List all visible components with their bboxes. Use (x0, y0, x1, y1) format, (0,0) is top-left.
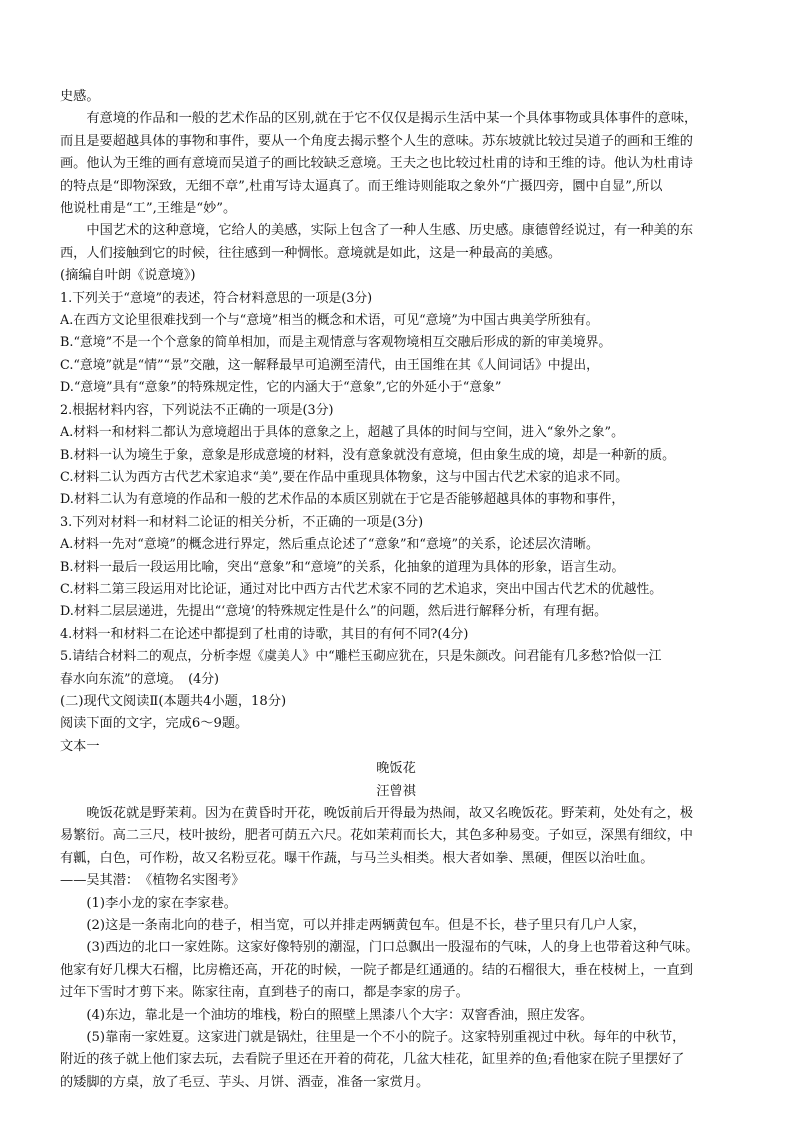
text-line: (3)西边的北口一家姓陈。这家好像特别的潮湿，门口总飘出一股湿布的气味，人的身上也带着这种气味。 (86, 940, 699, 956)
text-line: 汪曾祺 (376, 783, 416, 799)
text-line: 1.下列关于“意境”的表述，符合材料意思的一项是(3分) (60, 290, 373, 306)
text-line: B.材料一认为境生于象，意象是形成意境的材料，没有意象就没有意境，但由象生成的境，却是一种新的质。 (60, 447, 675, 463)
document-page (60, 86, 732, 1094)
text-line: (二)现代文阅读Ⅱ(本题共4小题，18分) (60, 693, 287, 709)
text-line: 易繁衍。高二三尺，枝叶披纷，肥者可荫五六尺。花如茉莉而长大，其色多种易变。子如豆，深黑有细纹，中 (60, 828, 693, 844)
text-line: 史感。 (60, 89, 100, 104)
text-line: (1)李小龙的家在李家巷。 (86, 895, 237, 911)
text-line: 有意境的作品和一般的艺术作品的区别,就在于它不仅仅是揭示生活中某一个具体事物或具体事件的意味， (86, 111, 698, 127)
text-line: 西，人们接触到它的时候，往往感到一种惆怅。意境就是如此，这是一种最高的美感。 (60, 245, 562, 261)
text-line: 画。他认为王维的画有意境而吴道子的画比较缺乏意境。王夫之也比较过杜甫的诗和王维的诗。他认为杜甫诗 (60, 156, 693, 172)
text-line: (摘编自叶朗《说意境》) (60, 268, 196, 284)
text-line: A.材料一和材料二都认为意境超出于具体的意象之上，超越了具体的时间与空间，进入“象外之象”。 (60, 425, 624, 441)
text-line: C.材料二认为西方古代艺术家追求“美”,要在作品中重现具体物象，这与中国古代艺术家的追求不同。 (60, 469, 629, 485)
text-line: 阅读下面的文字，完成6～9题。 (60, 716, 249, 732)
text-line: B.“意境”不是一个个意象的简单相加，而是主观情意与客观物境相互交融后形成的新的审美境界。 (60, 335, 612, 351)
text-line: 春水向东流”的意境。 (4分) (60, 671, 220, 687)
text-line: C.材料二第三段运用对比论证，通过对比中西方古代艺术家不同的艺术追求，突出中国古代艺术的优越性。 (60, 581, 663, 597)
text-line: (4)东边，靠北是一个油坊的堆栈，粉白的照壁上黑漆八个大字：双窨香油，照庄发客。 (86, 1007, 594, 1023)
text-line: D.材料二层层递进，先提出“‘意境’的特殊规定性是什么”的问题，然后进行解释分析，有理有据。 (60, 604, 607, 620)
text-line: 晚饭花就是野茉莉。因为在黄昏时开花，晚饭前后开得最为热闹，故又名晚饭花。野茉莉，处处有之，极 (86, 806, 694, 821)
text-line: 3.下列对材料一和材料二论证的相关分析，不正确的一项是(3分) (60, 514, 424, 530)
text-line: 他家有好几棵大石榴，比房檐还高，开花的时候，一院子都是红通通的。结的石榴很大，垂在枝树上，一直到 (60, 962, 693, 978)
text-line: C.“意境”就是“情”“景”交融，这一解释最早可追溯至清代，由王国维在其《人间词话》中提出， (60, 357, 599, 373)
text-line: ——吴其潜： 《植物名实图考》 (60, 873, 245, 889)
text-line: 中国艺术的这种意境，它给人的美感，实际上包含了一种人生感、历史感。康德曾经说过，有一种美的东 (86, 223, 694, 239)
text-line: D.材料二认为有意境的作品和一般的艺术作品的本质区别就在于它是否能够超越具体的事物和事件， (60, 492, 625, 508)
text-line: 4.材料一和材料二在论述中都提到了杜甫的诗歌，其目的有何不同?(4分) (60, 626, 469, 642)
text-line: 附近的孩子就上他们家去玩，去看院子里还在开着的荷花，几盆大桂花，缸里养的鱼;看他家在院子里摆好了 (60, 1052, 685, 1068)
text-line: 的矮脚的方桌，放了毛豆、芋头、月饼、酒壶，准备一家赏月。 (60, 1074, 430, 1090)
text-line: 他说杜甫是“工”,王维是“妙”。 (60, 201, 237, 217)
text-line: B.材料一最后一段运用比喻，突出“意象”和“意境”的关系，化抽象的道理为具体的形象，语言生动。 (60, 559, 625, 575)
text-line: 文本一 (60, 738, 100, 754)
text-line: 有瓤，白色，可作粉，故又名粉豆花。曝干作蔬，与马兰头相类。根大者如拳、黑硬，俚医以治吐血。 (60, 850, 654, 866)
text-line: D.“意境”具有“意象”的特殊规定性，它的内涵大于“意象”,它的外延小于“意象” (60, 380, 502, 396)
text-line: 2.根据材料内容，下列说法不正确的一项是(3分) (60, 402, 334, 418)
text-line: (2)这是一条南北向的巷子，相当宽，可以并排走两辆黄包车。但是不长，巷子里只有几户人家， (86, 918, 646, 934)
text-line: A.在西方文论里很难找到一个与“意境”相当的概念和术语，可见“意境”为中国古典美学所独有。 (60, 313, 599, 329)
text-line: A.材料一先对“意境”的概念进行界定，然后重点论述了“意象”和“意境”的关系，论述层次清晰。 (60, 537, 599, 553)
text-line: 5.请结合材料二的观点，分析李煜《虞美人》中“雕栏玉砌应犹在，只是朱颜改。问君能有几多愁?恰似一江 (60, 649, 662, 665)
text-line: 的特点是“即物深致，无细不章”,杜甫写诗太逼真了。而王维诗则能取之象外“广摄四旁，圜中自显”,所以 (60, 178, 663, 194)
text-line: 晚饭花 (376, 761, 416, 777)
text-line: (5)靠南一家姓夏。这家进门就是锅灶，往里是一个不小的院子。这家特别重视过中秋。每年的中秋节， (86, 1030, 686, 1046)
text-line: 而且是要超越具体的事物和事件，要从一个角度去揭示整个人生的意味。苏东坡就比较过吴道子的画和王维的 (60, 133, 693, 149)
text-line: 过年下雪时才剪下来。陈家往南，直到巷子的南口，都是李家的房子。 (60, 985, 469, 1001)
